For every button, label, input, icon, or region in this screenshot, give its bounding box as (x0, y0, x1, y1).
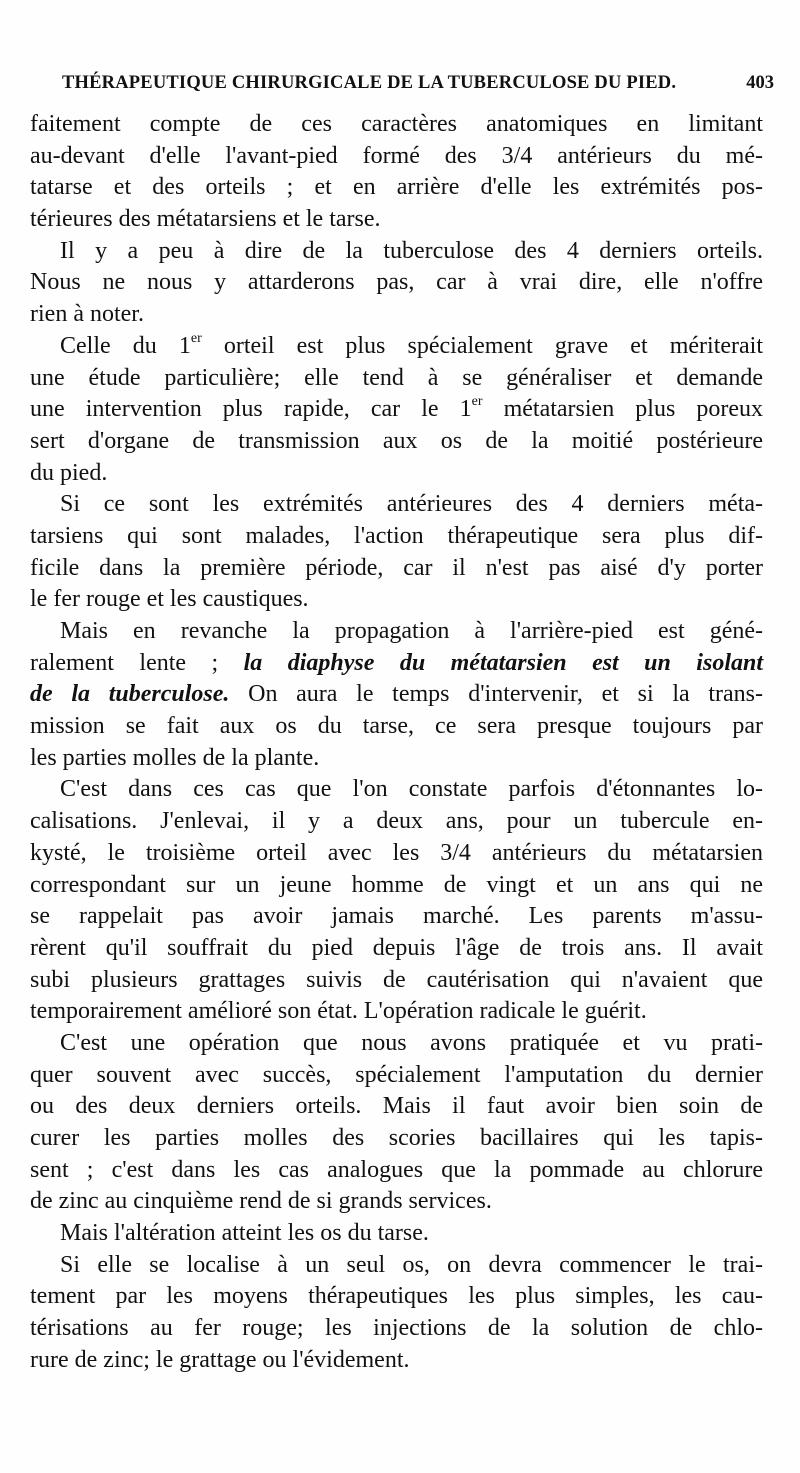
text-fragment: une intervention plus rapide, car le 1 (30, 396, 472, 423)
text-line (30, 679, 763, 711)
text-line: ficile dans la première période, car il n'est pas aisé d'y porter (30, 554, 763, 581)
text-line: curer les parties molles des scories bacillaires qui les tapis- (30, 1125, 763, 1151)
text-line: Si elle se localise à un seul os, on devra commencer le trai- (60, 1251, 763, 1278)
text-line: une étude particulière; elle tend à se généraliser et demande (30, 364, 763, 391)
text-line: calisations. J'enlevai, il y a deux ans, pour un tubercule en- (30, 808, 763, 835)
text-line: Nous ne nous y attarderons pas, car à vrai dire, elle n'offre (30, 269, 763, 296)
text-line: térieures des métatarsiens et le tarse. (30, 206, 381, 233)
running-head (62, 73, 774, 99)
text-line: tement par les moyens thérapeutiques les plus simples, les cau- (30, 1283, 763, 1310)
text-fragment: orteil est plus spécialement grave et mériterait (201, 332, 763, 359)
superscript: er (471, 394, 483, 410)
text-line: kysté, le troisième orteil avec les 3/4 antérieurs du métatarsien (30, 839, 763, 866)
text-line: sert d'organe de transmission aux os de la moitié postérieure (30, 427, 763, 454)
text-line: de zinc au cinquième rend de si grands services. (30, 1188, 492, 1215)
text-line: Mais l'altération atteint les os du tarse. (60, 1220, 429, 1247)
text-line: rèrent qu'il souffrait du pied depuis l'âge de trois ans. Il avait (30, 934, 763, 961)
text-line: Mais en revanche la propagation à l'arrière-pied est géné- (60, 618, 763, 644)
paragraph-3 (30, 331, 763, 489)
text-line (30, 394, 763, 426)
paragraph-9 (30, 1250, 763, 1377)
text-line: rien à noter. (30, 301, 144, 328)
paragraph-1 (30, 109, 763, 236)
text-fragment: ralement lente ; (30, 649, 244, 676)
page-number: 403 (746, 73, 774, 93)
text-line: quer souvent avec succès, spécialement l'amputation du dernier (30, 1061, 763, 1088)
text-line: Si ce sont les extrémités antérieures des 4 derniers méta- (60, 491, 763, 518)
text-line: du pied. (30, 459, 108, 486)
paragraph-6 (30, 774, 763, 1028)
paragraph-8 (30, 1218, 763, 1250)
text-line: faitement compte de ces caractères anatomiques en limitant (30, 111, 763, 137)
text-fragment: métatarsien plus poreux (482, 396, 764, 423)
text-line: se rappelait pas avoir jamais marché. Les parents m'assu- (30, 903, 763, 930)
text-line: térisations au fer rouge; les injections de la solution de chlo- (30, 1315, 763, 1342)
text-line: temporairement amélioré son état. L'opération radicale le guérit. (30, 998, 647, 1025)
text-line: correspondant sur un jeune homme de vingt et un ans qui ne (30, 871, 763, 898)
paragraph-2 (30, 236, 763, 331)
italic-text: de la tuberculose. (30, 681, 230, 708)
text-line: au-devant d'elle l'avant-pied formé des 3/4 antérieurs du mé- (30, 142, 763, 169)
text-line: ou des deux derniers orteils. Mais il faut avoir bien soin de (30, 1093, 763, 1120)
text-fragment: On aura le temps d'intervenir, et si la trans- (229, 681, 763, 708)
text-line: les parties molles de la plante. (30, 744, 320, 771)
body-text (30, 109, 763, 1377)
text-line: C'est dans ces cas que l'on constate parfois d'étonnantes lo- (60, 776, 763, 803)
text-line: tarsiens qui sont malades, l'action thérapeutique sera plus dif- (30, 522, 763, 549)
text-line: le fer rouge et les caustiques. (30, 586, 309, 613)
text-line: tatarse et des orteils ; et en arrière d'elle les extrémités pos- (30, 174, 763, 201)
text-line: sent ; c'est dans les cas analogues que la pommade au chlorure (30, 1156, 763, 1183)
paragraph-4 (30, 489, 763, 616)
text-line: mission se fait aux os du tarse, ce sera presque toujours par (30, 713, 763, 740)
paragraph-7 (30, 1028, 763, 1218)
text-line: Il y a peu à dire de la tuberculose des 4 derniers orteils. (60, 237, 763, 264)
text-line (30, 331, 763, 363)
text-line: C'est une opération que nous avons pratiquée et vu prati- (60, 1029, 763, 1056)
text-line: rure de zinc; le grattage ou l'évidement. (30, 1346, 410, 1373)
text-line (30, 648, 763, 680)
italic-text: la diaphyse du métatarsien est un isolant (243, 649, 764, 676)
paragraph-5 (30, 616, 763, 774)
text-fragment: Celle du 1 (60, 332, 191, 359)
running-title: THÉRAPEUTIQUE CHIRURGICALE DE LA TUBERCULOSE DU PIED. (62, 73, 677, 93)
text-line: subi plusieurs grattages suivis de cautérisation qui n'avaient que (30, 966, 763, 993)
superscript: er (190, 330, 202, 346)
